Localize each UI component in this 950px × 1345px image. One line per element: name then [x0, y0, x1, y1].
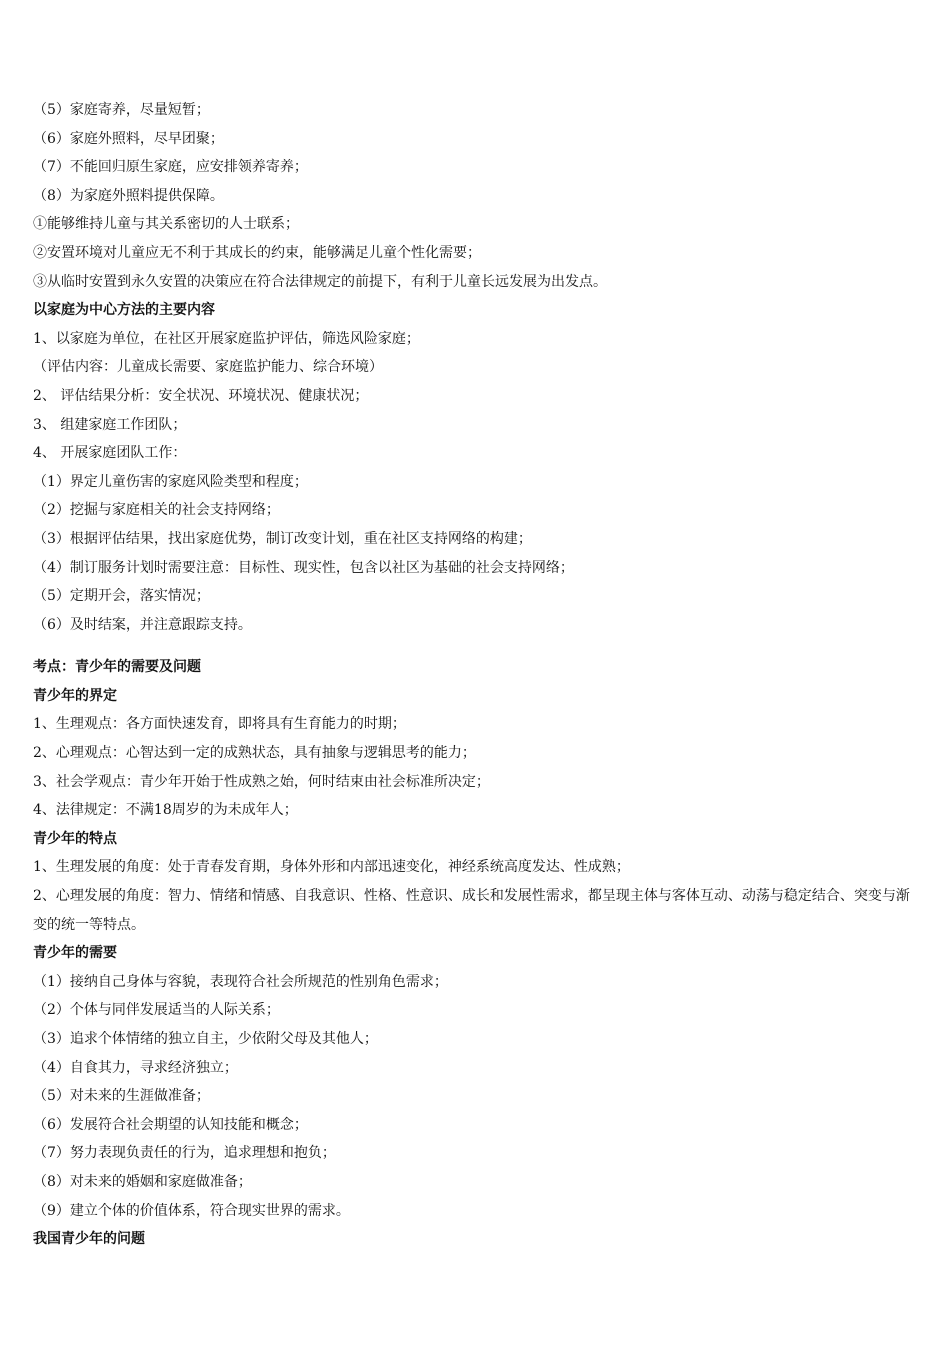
list-item: （8）为家庭外照料提供保障。: [33, 187, 224, 204]
section-heading: 青少年的需要: [33, 945, 117, 962]
list-item: （3）追求个体情绪的独立自主，少依附父母及其他人；: [33, 1031, 378, 1047]
list-item: ②安置环境对儿童应无不利于其成长的约束，能够满足儿童个性化需要；: [33, 244, 481, 261]
list-item: （2）个体与同伴发展适当的人际关系；: [33, 1002, 280, 1019]
list-item: （2）挖掘与家庭相关的社会支持网络；: [33, 502, 280, 519]
list-item: （评估内容：儿童成长需要、家庭监护能力、综合环境）: [33, 359, 383, 376]
list-item: （7）不能回归原生家庭，应安排领养寄养；: [33, 159, 308, 176]
list-item: （5）对未来的生涯做准备；: [33, 1088, 210, 1105]
list-item: 3、 组建家庭工作团队；: [33, 416, 187, 433]
youth-characteristics-section: [0, 825, 950, 939]
list-item: （8）对未来的婚姻和家庭做准备；: [33, 1173, 252, 1190]
list-item: （7）努力表现负责任的行为，追求理想和抱负；: [33, 1145, 336, 1162]
list-item: （5）家庭寄养，尽量短暂；: [33, 102, 210, 118]
section-heading: 我国青少年的问题: [33, 1231, 145, 1248]
list-item: 2、心理发展的角度：智力、情绪和情感、自我意识、性格、性意识、成长和发展性需求，都呈现主体与客体互动、动荡与稳定结合、突变与渐变的统一等特点。: [33, 888, 910, 933]
document-page: [0, 96, 950, 1254]
list-item: （3）根据评估结果，找出家庭优势，制订改变计划，重在社区支持网络的构建；: [33, 530, 532, 547]
list-item: 1、生理观点：各方面快速发育，即将具有生育能力的时期；: [33, 716, 406, 733]
list-item: （6）及时结案，并注意跟踪支持。: [33, 616, 252, 633]
list-item: 1、生理发展的角度：处于青春发育期，身体外形和内部迅速变化，神经系统高度发达、性成熟；: [33, 859, 630, 876]
list-item: （1）界定儿童伤害的家庭风险类型和程度；: [33, 473, 308, 490]
section-spacer: [0, 639, 950, 653]
list-item: 3、社会学观点：青少年开始于性成熟之始，何时结束由社会标准所决定；: [33, 773, 490, 790]
list-item: 2、心理观点：心智达到一定的成熟状态，具有抽象与逻辑思考的能力；: [33, 745, 476, 762]
list-item: （4）自食其力，寻求经济独立；: [33, 1059, 238, 1076]
section-heading: 以家庭为中心方法的主要内容: [33, 302, 215, 319]
list-item: （9）建立个体的价值体系，符合现实世界的需求。: [33, 1202, 350, 1219]
section-heading: 青少年的界定: [33, 687, 117, 704]
list-item: ③从临时安置到永久安置的决策应在符合法律规定的前提下，有利于儿童长远发展为出发点。: [33, 273, 607, 290]
youth-definition-section: [0, 682, 950, 825]
list-item: （6）家庭外照料，尽早团聚；: [33, 130, 224, 147]
list-item: 1、以家庭为单位，在社区开展家庭监护评估，筛选风险家庭；: [33, 330, 420, 347]
list-item: （5）定期开会，落实情况；: [33, 588, 210, 605]
placement-principles-list: [0, 96, 950, 296]
list-item: 4、 开展家庭团队工作：: [33, 445, 187, 462]
section-heading: 青少年的特点: [33, 830, 117, 847]
list-item: ①能够维持儿童与其关系密切的人士联系；: [33, 216, 299, 233]
list-item: 4、法律规定：不满18周岁的为未成年人；: [33, 802, 298, 819]
list-item: 2、 评估结果分析：安全状况、环境状况、健康状况；: [33, 387, 369, 404]
youth-needs-section: [0, 939, 950, 1225]
list-item: （4）制订服务计划时需要注意：目标性、现实性，包含以社区为基础的社会支持网络；: [33, 559, 574, 576]
list-item: （1）接纳自己身体与容貌，表现符合社会所规范的性别角色需求；: [33, 973, 448, 990]
list-item: （6）发展符合社会期望的认知技能和概念；: [33, 1116, 308, 1133]
family-centered-section: [0, 296, 950, 639]
exam-point-heading: 考点：青少年的需要及问题: [33, 659, 201, 676]
